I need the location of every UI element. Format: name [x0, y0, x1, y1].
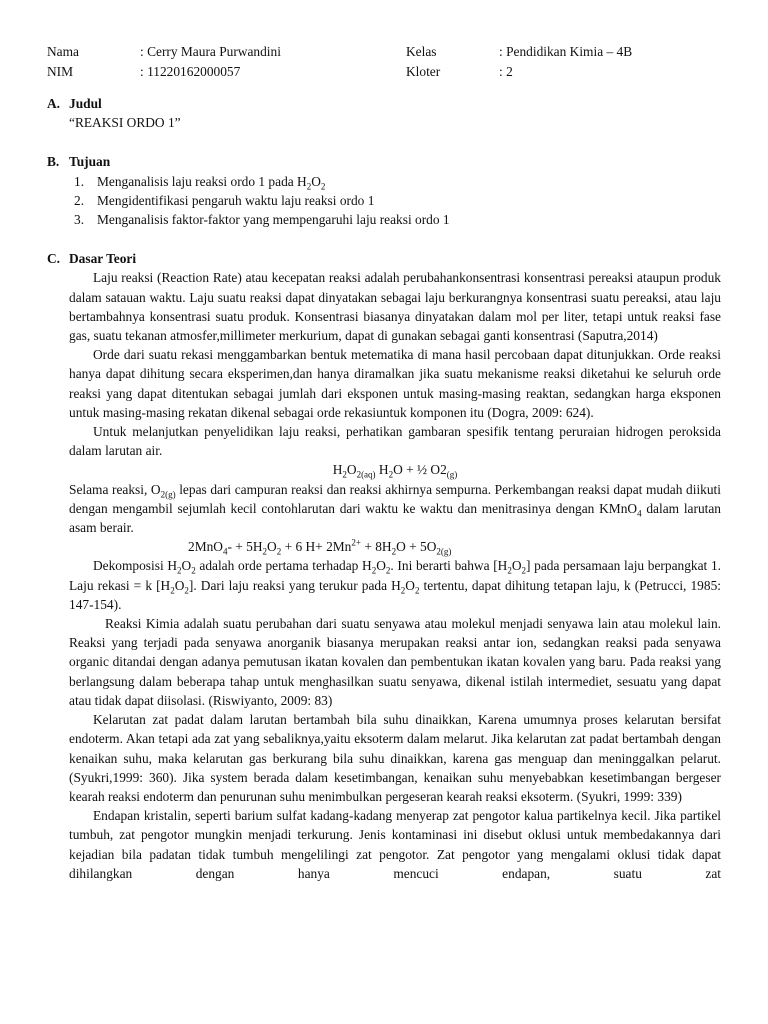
list-item: 3. Menganalisis faktor-faktor yang mempengaruhi laju reaksi ordo 1 [74, 212, 450, 228]
header-row-nim [47, 62, 721, 82]
nim-value: : 11220162000057 [140, 63, 241, 79]
header-row-nama [47, 42, 721, 62]
nim-label: NIM [47, 63, 74, 79]
section-tujuan [47, 152, 721, 229]
kloter-value: : 2 [499, 63, 513, 79]
section-title-dasar-teori: C. Dasar Teori [47, 251, 137, 267]
list-item: 2. Mengidentifikasi pengaruh waktu laju reaksi ordo 1 [74, 192, 375, 208]
section-title-judul: A. Judul [47, 96, 102, 111]
paragraph-laju-reaksi: Laju reaksi (Reaction Rate) atau kecepatan reaksi adalah perubahankonsentrasi konsentrasi pereaksi ataupun produk dalam satauan waktu. Laju suatu reaksi dapat dinyatakan sebagai laju berkurangnya konsentrasi suatu pereaksi, atau laju bertambahnya konsentrasi suatu produk. Konsentrasi biasanya dinyatakan dalam mol per liter, tetapi untuk reaksi fase gas, suatu tekanan atmosfer,millimeter merkurium, dapat di gunakan sebagai ganti konsentrasi (Saputra,2014) [69, 270, 721, 344]
paragraph-reaksi-kimia: Reaksi Kimia adalah suatu perubahan dari suatu senyawa atau molekul menjadi senyawa lain atau molekul lain. Reaksi yang terjadi pada senyawa anorganik biasanya merupakan reaksi antar ion, sedangkan reaksi pada senyawa organic ditandai dengan adanya pemutusan ikatan kovalen dan pembentukan ikatan kovalen yang baru. Pada reaksi yang berlangsung dalam beberapa tahap untuk menghasilkan suatu senyawa, dikenal istilah intermediet, sesuatu yang dapat atau tidak dapat diisolasi. (Riswiyanto, 2009: 83) [69, 616, 721, 708]
nama-value: : Cerry Maura Purwandini [140, 44, 281, 59]
kelas-label: Kelas [406, 44, 437, 59]
paragraph-peruraian: Untuk melanjutkan penyelidikan laju reaksi, perhatikan gambaran spesifik tentang peruraian hidrogen peroksida dalam larutan air. [69, 424, 721, 459]
equation-peroksida: $H_2O_{2(aq)}$ $H_2O$ + ½ $O2_{(g)}$ [332, 462, 458, 481]
document-page [47, 42, 721, 883]
paragraph-selama-reaksi: Selama reaksi, $O_{2(g)}$ lepas dari campuran reaksi dan reaksi akhirnya sempurna. Perkembangan reaksi dapat mudah diikuti dengan mengambil sejumlah kecil contohlarutan dari waktu ke waktu dan menitrasinya dengan KMnO$_4$ dalam larutan asam berair. [69, 481, 721, 536]
section-judul [47, 94, 721, 132]
judul-content: “REAKSI ORDO 1” [69, 115, 181, 131]
paragraph-kelarutan: Kelarutan zat padat dalam larutan bertambah bila suhu dinaikkan, Karena umumnya proses kelarutan bersifat endoterm. Akan tetapi ada zat yang sebaliknya,yaitu eksoterm dalam melarut. Jika kelarutan zat padat bertambah dengan kenaikan suhu, maka kelarutan gas berkurang bila suhu dinaikkan, karena gas menguap dan meninggalkan pelarut. (Syukri,1999: 360). Jika system berada dalam kesetimbangan, kenaikan suhu menyebabkan kesetimbangan bergeser kearah reaksi endoterm dan penurunan suhu menimbulkan pergeseran kearah reaksi eksoterm. (Syukri, 1999: 339) [69, 712, 721, 804]
nama-label: Nama [47, 44, 79, 59]
section-dasar-teori [47, 249, 721, 883]
list-item: 1. Menganalisis laju reaksi ordo 1 pada $H_2O_2$ [74, 173, 326, 192]
kloter-label: Kloter [406, 63, 441, 79]
section-title-tujuan: B. Tujuan [47, 154, 111, 170]
equation-permanganat: $2MnO_4- + 5H_2O_2 + 6$ $H+ 2Mn^{2+} + 8H_2O + 5O_{2(g)}$ [188, 537, 452, 557]
paragraph-endapan: Endapan kristalin, seperti barium sulfat kadang-kadang menyerap zat pengotor kalua partikelnya kecil. Jika partikel tumbuh, zat pengotor mungkin menjadi terkurung. Jenis kontaminasi ini disebut oklusi untuk membedakannya dari kejadian bila padatan tidak tumbuh mengelilingi zat pengotor. Zat pengotor yang mengalami oklusi tidak dapat dihilangkan dengan hanya mencuci endapan, suatu zat [69, 808, 721, 881]
paragraph-orde: Orde dari suatu rekasi menggambarkan bentuk metematika di mana hasil percobaan dapat ditunjukkan. Orde reaksi hanya dapat dihitung secara eksperimen,dan hanya diramalkan jika suatu mekanisme reaksi diketahui ke seluruh orde reaksi yang dapat ditentukan sebagai jumlah dari eksponen untuk masing-masing reaktan, sedangkan harga eksponen untuk masing-masing rekatan dikenal sebagai orde rekasiuntuk komponen itu (Dogra, 2009: 624). [69, 347, 721, 420]
kelas-value: : Pendidikan Kimia – 4B [499, 44, 633, 59]
paragraph-dekomposisi: Dekomposisi $H_2O_2$ adalah orde pertama terhadap $H_2O_2$. Ini berarti bahwa $[H_2O_2]$ pada persamaan laju berpangkat 1. Laju rekasi = k $[H_2O_2]$. Dari laju reaksi yang terukur pada $H_2O_2$ tertentu, dapat dihitung tetapan laju, k (Petrucci, 1985: 147-154). [69, 558, 721, 612]
tujuan-list [47, 172, 721, 230]
dasar-teori-body [47, 268, 721, 883]
